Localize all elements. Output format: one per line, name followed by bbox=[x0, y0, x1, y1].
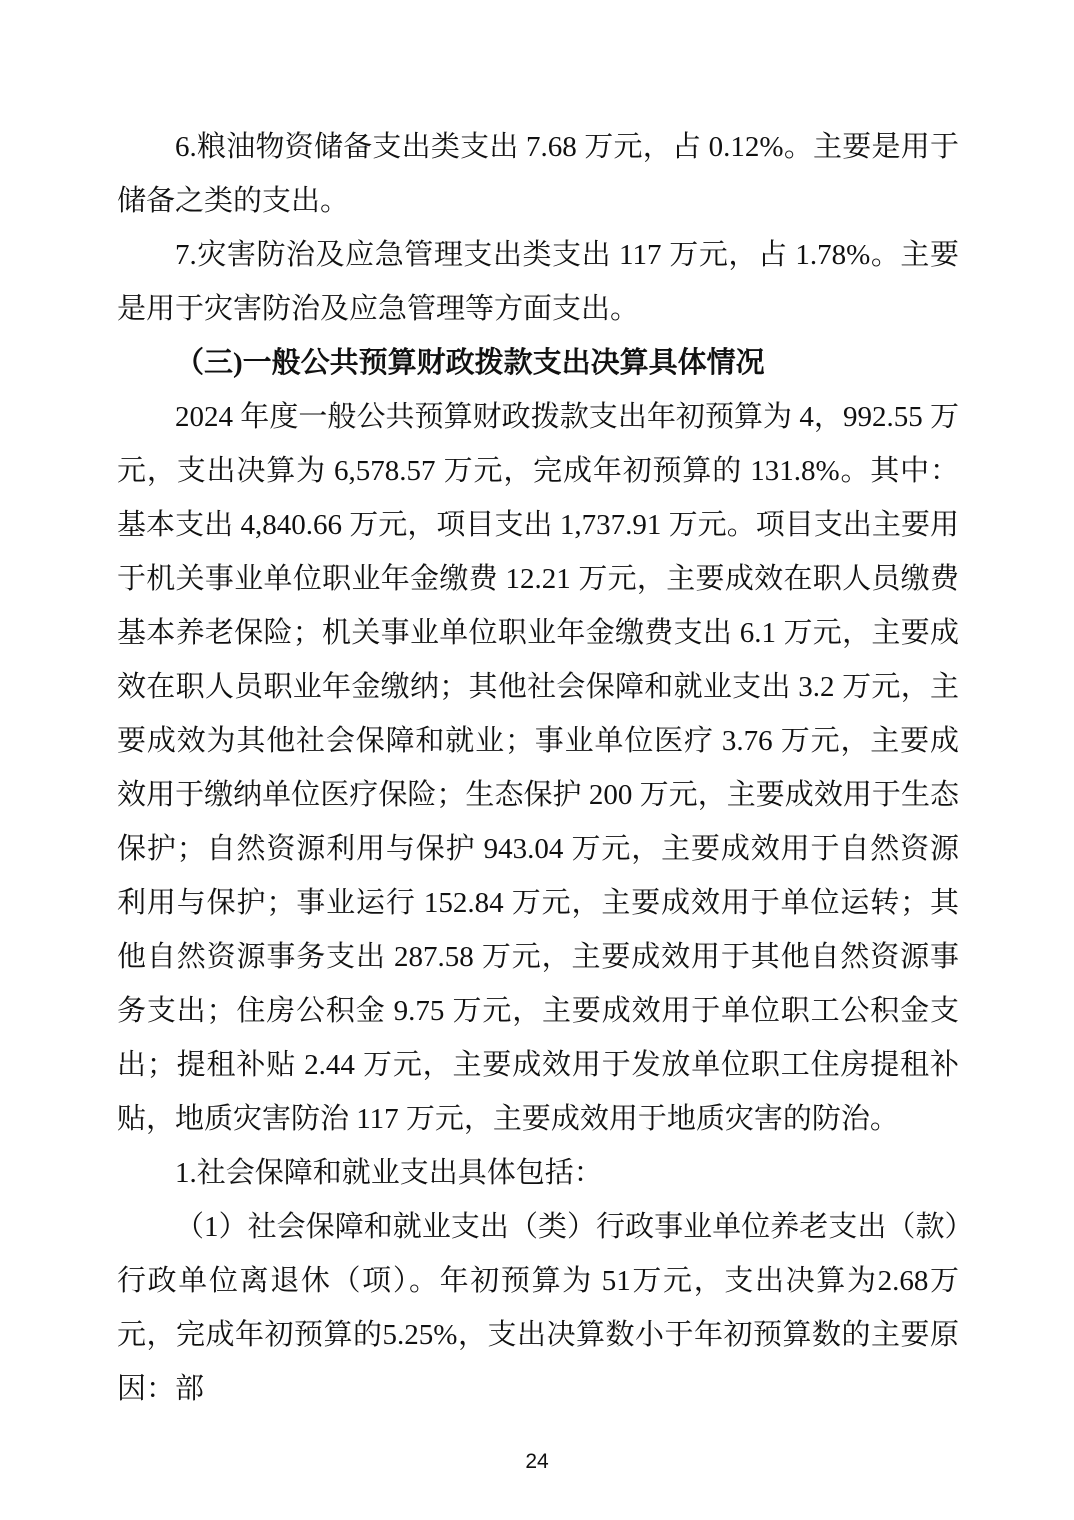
document-body bbox=[117, 120, 959, 1416]
paragraph-grain-reserve-expenditure: 6.粮油物资储备支出类支出 7.68 万元，占 0.12%。主要是用于储备之类的支出。 bbox=[117, 131, 959, 217]
paragraph-social-security-item-1: （1）社会保障和就业支出（类）行政事业单位养老支出（款）行政单位离退休（项）。年初预算为 51万元，支出决算为2.68万元，完成年初预算的5.25%，支出决算数小于年初预算数的主要原因：部 bbox=[117, 1211, 959, 1405]
paragraph-social-security-intro: 1.社会保障和就业支出具体包括： bbox=[175, 1157, 603, 1189]
paragraph-budget-settlement-details: 2024 年度一般公共预算财政拨款支出年初预算为 4，992.55 万元，支出决算为 6,578.57 万元，完成年初预算的 131.8%。其中：基本支出 4,840.66 万元，项目支出 1,737.91 万元。项目支出主要用于机关事业单位职业年金缴费 12.21 万元，主要成效在职人员缴费基本养老保险；机关事业单位职业年金缴费支出 6.1 万元，主要成效在职人员职业年金缴纳；其他社会保障和就业支出 3.2 万元，主要成效为其他社会保障和就业；事业单位医疗 3.76 万元，主要成效用于缴纳单位医疗保险；生态保护 200 万元，主要成效用于生态保护；自然资源利用与保护 943.04 万元，主要成效用于自然资源利用与保护；事业运行 152.84 万元，主要成效用于单位运转；其他自然资源事务支出 287.58 万元，主要成效用于其他自然资源事务支出；住房公积金 9.75 万元，主要成效用于单位职工公积金支出；提租补贴 2.44 万元，主要成效用于发放单位职工住房提租补贴，地质灾害防治 117 万元，主要成效用于地质灾害的防治。 bbox=[117, 401, 959, 1135]
page-number: 24 bbox=[525, 1450, 549, 1473]
section-heading-general-public-budget-details: （三)一般公共预算财政拨款支出决算具体情况 bbox=[175, 347, 765, 379]
paragraph-disaster-prevention-expenditure: 7.灾害防治及应急管理支出类支出 117 万元，占 1.78%。主要是用于灾害防治及应急管理等方面支出。 bbox=[117, 239, 959, 325]
